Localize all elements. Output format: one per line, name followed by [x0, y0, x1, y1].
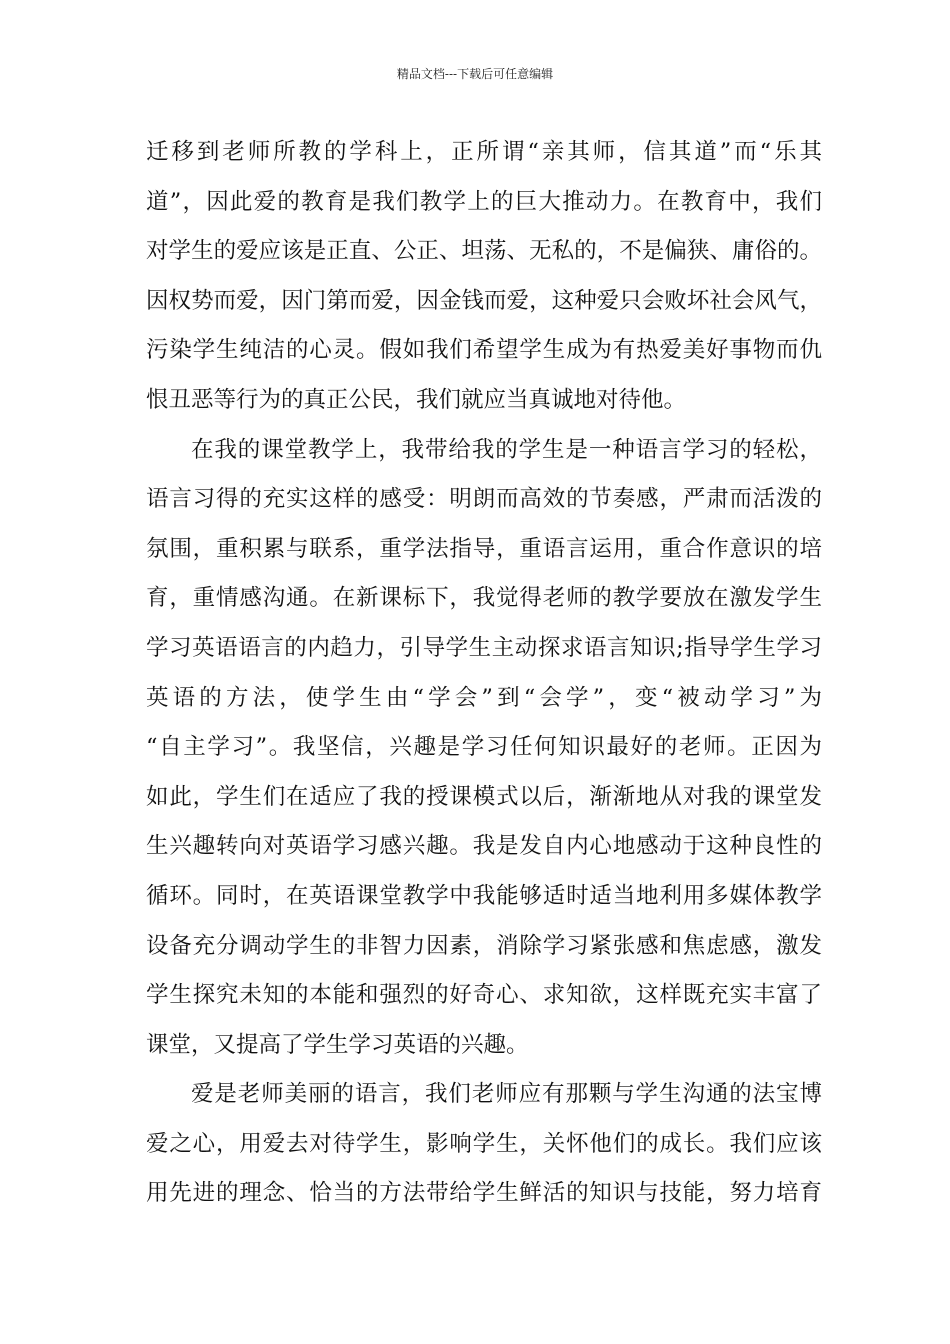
- text-line: 污染学生纯洁的心灵。假如我们希望学生成为有热爱美好事物而仇: [146, 337, 822, 364]
- text-line: 恨丑恶等行为的真正公民，我们就应当真诚地对待他。: [146, 386, 687, 413]
- document-body: [146, 128, 822, 1219]
- text-line: 英语的方法，使学生由“学会”到“会学”，变“被动学习”为: [146, 684, 822, 711]
- page-header: 精品文档---下载后可任意编辑: [396, 67, 554, 81]
- paragraph-first-line: 在我的课堂教学上，我带给我的学生是一种语言学习的轻松，: [191, 436, 822, 463]
- text-line: 爱之心，用爱去对待学生，影响学生，关怀他们的成长。我们应该: [146, 1130, 822, 1157]
- text-line: 语言习得的充实这样的感受：明朗而高效的节奏感，严肃而活泼的: [146, 486, 822, 513]
- text-line: 迁移到老师所教的学科上，正所谓“亲其师，信其道”而“乐其: [146, 139, 822, 165]
- text-line: 育，重情感沟通。在新课标下，我觉得老师的教学要放在激发学生: [146, 585, 822, 612]
- text-line: 循环。同时，在英语课堂教学中我能够适时适当地利用多媒体教学: [146, 882, 822, 909]
- text-line: 如此，学生们在适应了我的授课模式以后，渐渐地从对我的课堂发: [146, 783, 822, 810]
- text-line: 课堂，又提高了学生学习英语的兴趣。: [146, 1031, 529, 1058]
- text-line: 对学生的爱应该是正直、公正、坦荡、无私的，不是偏狭、庸俗的。: [146, 238, 822, 265]
- text-line: 设备充分调动学生的非智力因素，消除学习紧张感和焦虑感，激发: [146, 932, 822, 959]
- text-line: 因权势而爱，因门第而爱，因金钱而爱，这种爱只会败坏社会风气，: [146, 287, 822, 314]
- text-line: “自主学习”。我坚信，兴趣是学习任何知识最好的老师。正因为: [146, 734, 822, 761]
- text-line: 氛围，重积累与联系，重学法指导，重语言运用，重合作意识的培: [146, 535, 822, 562]
- text-line: 学习英语语言的内趋力，引导学生主动探求语言知识;指导学生学习: [146, 634, 822, 661]
- text-line: 生兴趣转向对英语学习感兴趣。我是发自内心地感动于这种良性的: [146, 833, 822, 860]
- text-line: 学生探究未知的本能和强烈的好奇心、求知欲，这样既充实丰富了: [146, 982, 822, 1009]
- paragraph-first-line: 爱是老师美丽的语言，我们老师应有那颗与学生沟通的法宝博: [191, 1081, 822, 1108]
- text-line: 用先进的理念、恰当的方法带给学生鲜活的知识与技能，努力培育: [146, 1180, 822, 1207]
- text-line: 道”，因此爱的教育是我们教学上的巨大推动力。在教育中，我们: [146, 188, 822, 215]
